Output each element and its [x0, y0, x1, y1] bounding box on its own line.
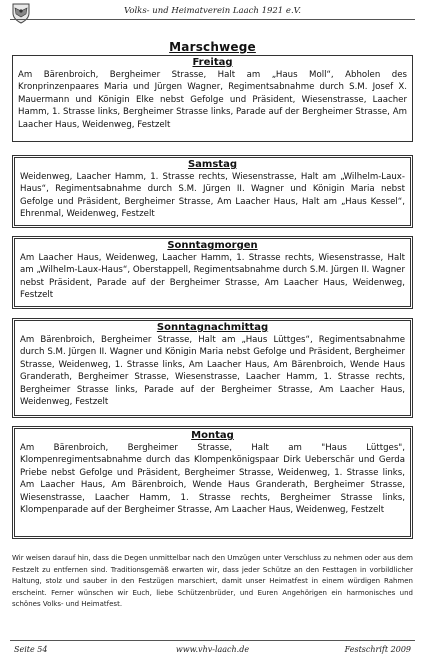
- header-divider: [10, 19, 415, 20]
- page-header: [0, 0, 425, 26]
- section-title: Sonntagnachmittag: [156, 322, 269, 333]
- section-montag: [12, 426, 413, 539]
- footer-website-link[interactable]: www.vhv-laach.de: [175, 645, 250, 654]
- header-title: Volks- und Heimatverein Laach 1921 e.V.: [123, 6, 302, 16]
- section-route-text: Am Bärenbroich, Bergheimer Strasse, Halt am „Haus Moll“, Abholen des Kronprinzenpaares Maria und Jürgen Wagner, Regimentsabnahme durch S.M. Josef X. Mauermann und Königin Elke nebst Gefolge und Präsident, Wiesenstrasse, Laacher Hamm, 1. Strasse links, Bergheimer Strasse links, Parade auf der Bergheimer Strasse, Am Laacher Haus, Weidenweg, Festzelt: [18, 70, 407, 130]
- page-title: Marschwege: [169, 40, 256, 54]
- section-title: Montag: [191, 430, 234, 441]
- section-route-text: Am Laacher Haus, Weidenweg, Laacher Hamm, 1. Strasse rechts, Wiesenstrasse, Halt am „Wilhelm-Laux-Haus“, Oberstappell, Regimentsabnahme durch S.M. Jürgen II. Wagner nebst Präsident, Parade auf der Bergheimer Strasse, Am Laacher Haus, Weidenweg, Festzelt: [20, 253, 405, 301]
- section-route-text: Am Bärenbroich, Bergheimer Strasse, Halt am "Haus Lüttges", Klompenregimentsabnahme durch das Klompenkönigspaar Dirk Ueberschär und Gerda Priebe nebst Gefolge und Präsident, Bergheimer Strasse, Weidenweg, 1. Strasse links, Am Laacher Haus, Am Bärenbroich, Wende Haus Granderath, Bergheimer Strasse, Wiesenstrasse, Laacher Hamm, 1. Strasse rechts, Bergheimer Strasse links, Klompenparade auf der Bergheimer Strasse, Am Laacher Haus, Weidenweg, Festzelt: [20, 443, 405, 516]
- closing-notice: Wir weisen darauf hin, dass die Degen unmittelbar nach den Umzügen unter Verschluss zu nehmen oder aus dem Festzelt zu entfernen sind. Traditionsgemäß erwarten wir, dass jeder Schütze an den Festtagen in vorbildlicher Haltung, stolz und sauber in den Festzügen marschiert, damit unser Heimatfest in einem würdigen Rahmen erscheint. Ferner wünschen wir Euch, liebe Schützenbrüder, und Euren Angehörigen ein harmonisches und schönes Volks- und Heimatfest.: [12, 554, 413, 608]
- section-route-text: Am Bärenbroich, Bergheimer Strasse, Halt am „Haus Lüttges“, Regimentsabnahme durch S.M. Jürgen II. Wagner und Königin Maria nebst Gefolge und Präsident, Bergheimer Strasse, Weidenweg, 1. Strasse links, Am Laacher Haus, Am Bärenbroich, Wende Haus Granderath, Bergheimer Strasse, Wiesenstrasse, Laacher Hamm, 1. Strasse rechts, Bergheimer Strasse links, Parade auf der Bergheimer Strasse, Am Laacher Haus, Weidenweg, Festzelt: [20, 335, 405, 408]
- section-sonntagnachmittag: [12, 318, 413, 418]
- footer-divider: [10, 640, 415, 641]
- section-samstag: [12, 155, 413, 228]
- section-freitag: [12, 55, 413, 142]
- section-title: Samstag: [187, 159, 237, 170]
- section-title: Freitag: [192, 57, 233, 68]
- footer-page-number: Seite 54: [14, 645, 48, 654]
- section-title: Sonntagmorgen: [167, 240, 258, 251]
- section-sonntagmorgen: [12, 236, 413, 309]
- footer-publication: Festschrift 2009: [344, 645, 411, 654]
- section-route-text: Weidenweg, Laacher Hamm, 1. Strasse rechts, Wiesenstrasse, Halt am „Wilhelm-Laux-Haus“, Regimentsabnahme durch S.M. Jürgen II. Wagner und Königin Maria nebst Gefolge und Präsident, Bergheimer Strasse, Am Laacher Haus, Halt am „Haus Kessel“, Ehrenmal, Weidenweg, Festzelt: [20, 172, 405, 220]
